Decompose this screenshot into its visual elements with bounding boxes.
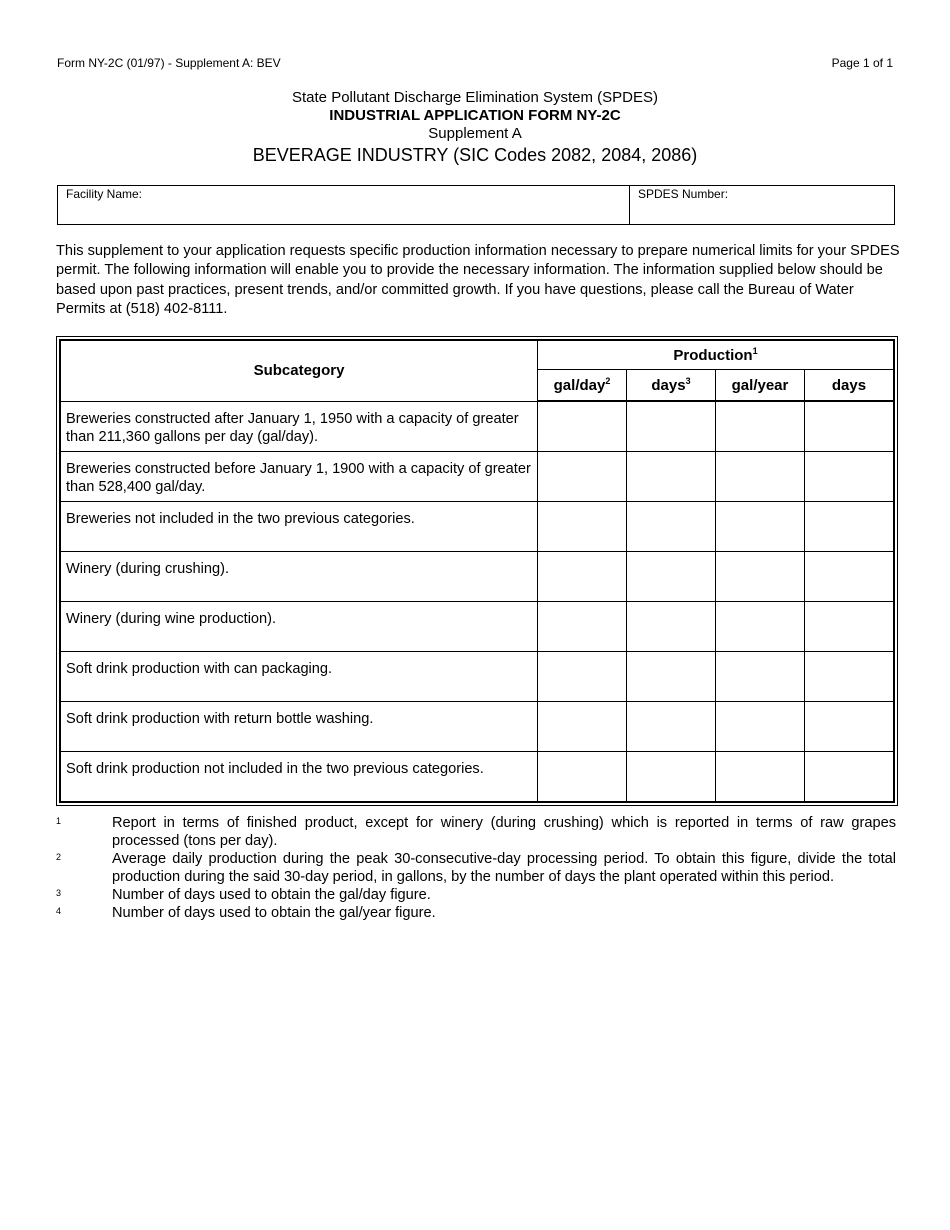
input-cell[interactable]: [716, 551, 805, 601]
title-block: [0, 89, 950, 167]
table-row: [61, 451, 894, 501]
subcategory-header: Subcategory: [61, 341, 538, 402]
form-id: Form NY-2C (01/97) - Supplement A: BEV: [57, 56, 281, 70]
input-cell[interactable]: [805, 451, 894, 501]
intro-paragraph: This supplement to your application requests specific production information necessary to prepare numerical limits for your SPDES permit. The following information will enable you to provide the necessary information. The information supplied below should be based upon past practices, present trends, and/or committed growth. If you have questions, please call the Bureau of Water Permits at (518) 402-8111.: [56, 243, 900, 317]
input-cell[interactable]: [805, 651, 894, 701]
page-title: BEVERAGE INDUSTRY (SIC Codes 2082, 2084, 2086): [252, 145, 698, 165]
footnote-number: 4: [56, 906, 62, 916]
production-table-frame: [56, 336, 898, 806]
footnote: [56, 850, 896, 886]
table-row: [61, 751, 894, 801]
footnote-number: 2: [56, 852, 62, 862]
input-cell[interactable]: [627, 651, 716, 701]
footnote: [56, 814, 896, 850]
table-row: [61, 601, 894, 651]
input-cell[interactable]: [716, 651, 805, 701]
input-cell[interactable]: [538, 751, 627, 801]
table-row: [61, 501, 894, 551]
input-cell[interactable]: [805, 501, 894, 551]
input-cell[interactable]: [716, 701, 805, 751]
input-cell[interactable]: [716, 401, 805, 451]
subcategory-cell: Soft drink production with can packaging.: [61, 651, 538, 701]
col-header-gal-year: gal/year: [716, 370, 805, 402]
col-header-gal-day: gal/day$^2$: [538, 370, 627, 402]
input-cell[interactable]: [805, 601, 894, 651]
subcategory-cell: Soft drink production with return bottle washing.: [61, 701, 538, 751]
table-row: [61, 551, 894, 601]
input-cell[interactable]: [805, 751, 894, 801]
spdes-number-label: SPDES Number:: [638, 187, 729, 201]
subcategory-cell: Breweries not included in the two previous categories.: [61, 501, 538, 551]
footnote-text: Average daily production during the peak 30-consecutive-day processing period. To obtain this figure, divide the total production during the said 30-day period, in gallons, by the number of days the plant operated within this period.: [112, 851, 896, 885]
title-line-3: Supplement A: [428, 125, 522, 142]
footnote-text: Report in terms of finished product, except for winery (during crushing) which is reported in terms of raw grapes processed (tons per day).: [112, 815, 896, 849]
input-cell[interactable]: [627, 701, 716, 751]
input-cell[interactable]: [805, 401, 894, 451]
input-cell[interactable]: [538, 551, 627, 601]
input-cell[interactable]: [627, 451, 716, 501]
col-header-days: days$^3$: [627, 370, 716, 402]
table-row: [61, 401, 894, 451]
footnote-ref: 1: [752, 345, 758, 356]
input-cell[interactable]: [716, 751, 805, 801]
input-cell[interactable]: [538, 601, 627, 651]
input-cell[interactable]: [716, 601, 805, 651]
input-cell[interactable]: [627, 601, 716, 651]
footnotes: [56, 814, 896, 922]
production-table: [60, 340, 894, 802]
footnote-number: 3: [56, 888, 62, 898]
footnote-text: Number of days used to obtain the gal/day figure.: [112, 887, 431, 903]
table-row: [61, 651, 894, 701]
subcategory-cell: Soft drink production not included in the two previous categories.: [61, 751, 538, 801]
input-cell[interactable]: [538, 501, 627, 551]
input-cell[interactable]: [716, 501, 805, 551]
footnote-number: 1: [56, 816, 62, 826]
input-cell[interactable]: [805, 551, 894, 601]
input-cell[interactable]: [627, 751, 716, 801]
input-cell[interactable]: [538, 651, 627, 701]
input-cell[interactable]: [627, 501, 716, 551]
subcategory-cell: Breweries constructed after January 1, 1950 with a capacity of greater than 211,360 gallons per day (gal/day).: [61, 401, 538, 451]
input-cell[interactable]: [716, 451, 805, 501]
facility-name-field[interactable]: [58, 186, 630, 224]
input-cell[interactable]: [805, 701, 894, 751]
subcategory-cell: Breweries constructed before January 1, 1900 with a capacity of greater than 528,400 gal/day.: [61, 451, 538, 501]
input-cell[interactable]: [627, 401, 716, 451]
production-header: Production$^1$: [538, 341, 894, 370]
page-number: Page 1 of 1: [831, 56, 893, 70]
input-cell[interactable]: [538, 701, 627, 751]
col-header-days-year: days: [805, 370, 894, 402]
footnote: [56, 886, 896, 904]
identification-box: [57, 185, 895, 225]
table-row: [61, 701, 894, 751]
title-line-2: INDUSTRIAL APPLICATION FORM NY-2C: [329, 107, 621, 124]
input-cell[interactable]: [627, 551, 716, 601]
spdes-number-field[interactable]: [630, 186, 894, 224]
title-line-1: State Pollutant Discharge Elimination System (SPDES): [292, 89, 658, 106]
input-cell[interactable]: [538, 401, 627, 451]
subcategory-cell: Winery (during crushing).: [61, 551, 538, 601]
footnote: [56, 904, 896, 922]
input-cell[interactable]: [538, 451, 627, 501]
facility-name-label: Facility Name:: [66, 187, 143, 201]
subcategory-cell: Winery (during wine production).: [61, 601, 538, 651]
footnote-text: Number of days used to obtain the gal/year figure.: [112, 905, 436, 921]
